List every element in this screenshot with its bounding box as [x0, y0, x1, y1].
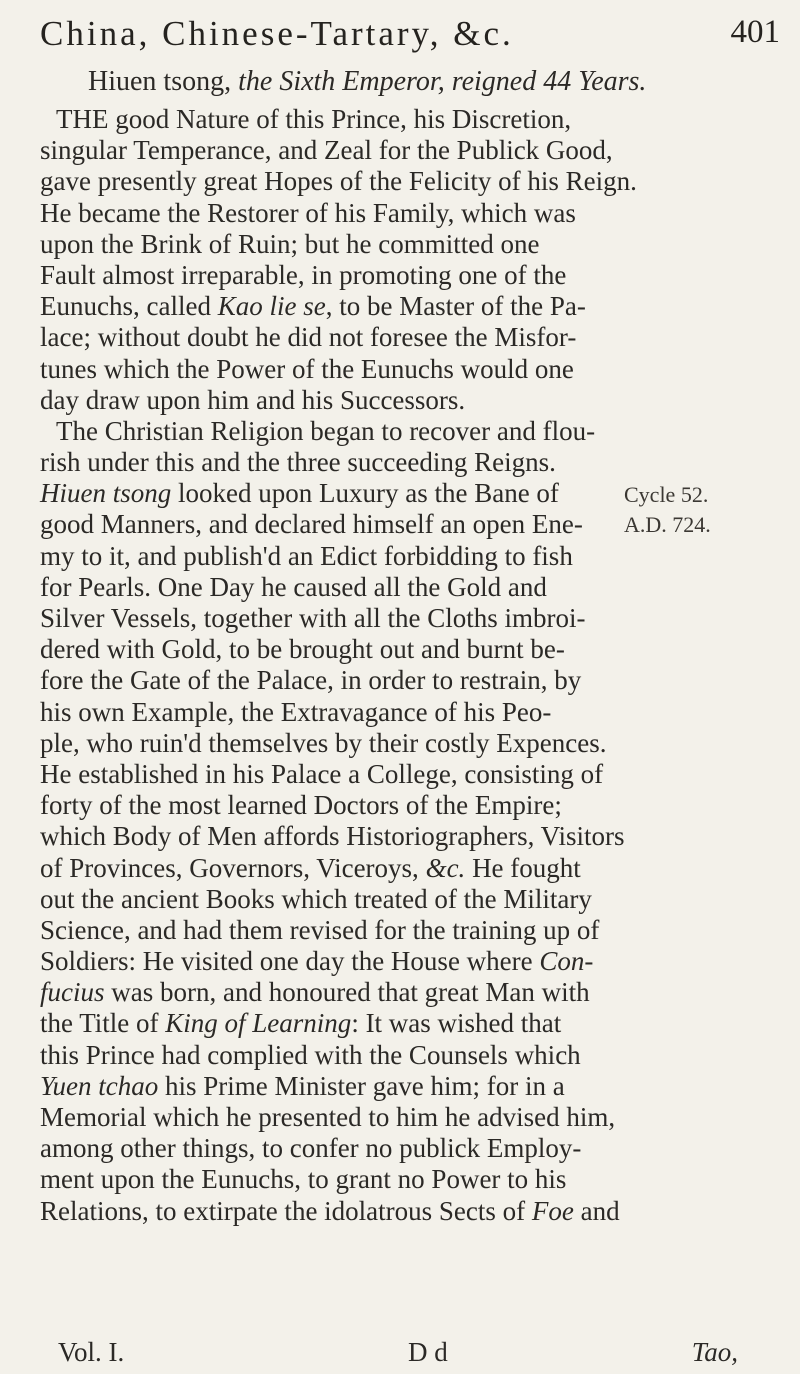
text-line [40, 1008, 770, 1039]
text-line: Memorial which he presented to him he advised him, [40, 1102, 616, 1132]
text-line: Fault almost irreparable, in promoting one of the [40, 259, 567, 290]
text-line: singular Temperance, and Zeal for the Publick Good, [40, 135, 613, 166]
text-run: Eunuchs, called [40, 291, 218, 322]
text-line: dered with Gold, to be brought out and burnt be- [40, 634, 565, 665]
page-header [40, 14, 780, 64]
text-line: his own Example, the Extravagance of his Peo- [40, 696, 552, 727]
catchword: Tao, [691, 1337, 738, 1367]
text-line [40, 1071, 770, 1102]
text-run: , to be Master of the Pa- [325, 291, 586, 322]
text-line [40, 291, 770, 322]
text-line: day draw upon him and his Successors. [40, 384, 466, 415]
page-number: 401 [730, 14, 780, 50]
italic-name: fucius [40, 977, 105, 1008]
text-line: for Pearls. One Day he caused all the Gold and [40, 571, 547, 602]
text-line: ple, who ruin'd themselves by their costly Expences. [40, 727, 607, 758]
text-line: which Body of Men affords Historiographers, Visitors [40, 821, 625, 852]
page-footer [58, 1337, 758, 1371]
body-text [40, 104, 770, 1227]
volume-label: Vol. I. [58, 1337, 125, 1367]
text-line: lace; without doubt he did not foresee the Misfor- [40, 322, 577, 353]
text-line: The Christian Religion began to recover and flou- [56, 415, 596, 446]
running-head: China, Chinese-Tartary, &c. [40, 14, 514, 53]
margin-note-cycle: Cycle 52. [624, 482, 709, 507]
text-line: upon the Brink of Ruin; but he committed one [40, 228, 540, 259]
text-line: forty of the most learned Doctors of the Empire; [40, 790, 562, 821]
signature-mark: D d [408, 1337, 448, 1367]
text-run: was born, and honoured that great Man with [104, 977, 590, 1008]
text-line [40, 946, 770, 977]
text-line: out the ancient Books which treated of the Military [40, 883, 592, 914]
text-run: of Provinces, Governors, Viceroys, [40, 852, 426, 883]
text-run: : It was wished that [351, 1008, 562, 1039]
text-line: good Manners, and declared himself an open Ene- [40, 509, 583, 540]
text-line: tunes which the Power of the Eunuchs would one [40, 353, 574, 384]
italic-abbrev: &c. [425, 852, 466, 883]
text-line: He established in his Palace a College, consisting of [40, 758, 604, 789]
text-run: Relations, to extirpate the idolatrous Sects of [40, 1195, 532, 1226]
text-line: gave presently great Hopes of the Felicity of his Reign. [40, 166, 637, 197]
text-run: looked upon Luxury as the Bane of [171, 478, 559, 509]
text-line: THE good Nature of this Prince, his Discretion, [56, 104, 572, 134]
italic-name: Foe [531, 1195, 574, 1226]
text-line [40, 853, 770, 884]
text-line: fore the Gate of the Palace, in order to restrain, by [40, 665, 582, 696]
text-line: He became the Restorer of his Family, which was [40, 197, 576, 228]
italic-name: Con- [539, 946, 594, 977]
text-line [40, 977, 770, 1008]
text-line: among other things, to confer no publick Employ- [40, 1133, 582, 1164]
text-run: the Title of [40, 1008, 166, 1039]
text-line [40, 1196, 770, 1227]
text-line: my to it, and publish'd an Edict forbidding to fish [40, 540, 573, 571]
italic-title: King of Learning [165, 1008, 352, 1039]
text-run: He fought [465, 852, 581, 883]
italic-name: Hiuen tsong [40, 478, 172, 509]
text-line: Science, and had them revised for the training up of [40, 914, 600, 945]
italic-name: Kao lie se [217, 291, 326, 322]
text-run: and [573, 1195, 620, 1226]
text-run: Soldiers: He visited one day the House where [40, 946, 540, 977]
text-line: ment upon the Eunuchs, to grant no Power to his [40, 1164, 567, 1195]
text-run: his Prime Minister gave him; for in a [158, 1070, 565, 1101]
reign-description: the Sixth Emperor, reigned 44 Years. [238, 66, 647, 97]
emperor-name: Hiuen tsong, [88, 66, 232, 97]
italic-name: Yuen tchao [40, 1070, 159, 1101]
text-line: rish under this and the three succeeding Reigns. [40, 447, 556, 478]
text-line: Silver Vessels, together with all the Cloths imbroi- [40, 603, 586, 633]
margin-note-year: A.D. 724. [624, 512, 711, 537]
text-line: this Prince had complied with the Counsels which [40, 1039, 581, 1070]
reign-heading [88, 66, 778, 98]
